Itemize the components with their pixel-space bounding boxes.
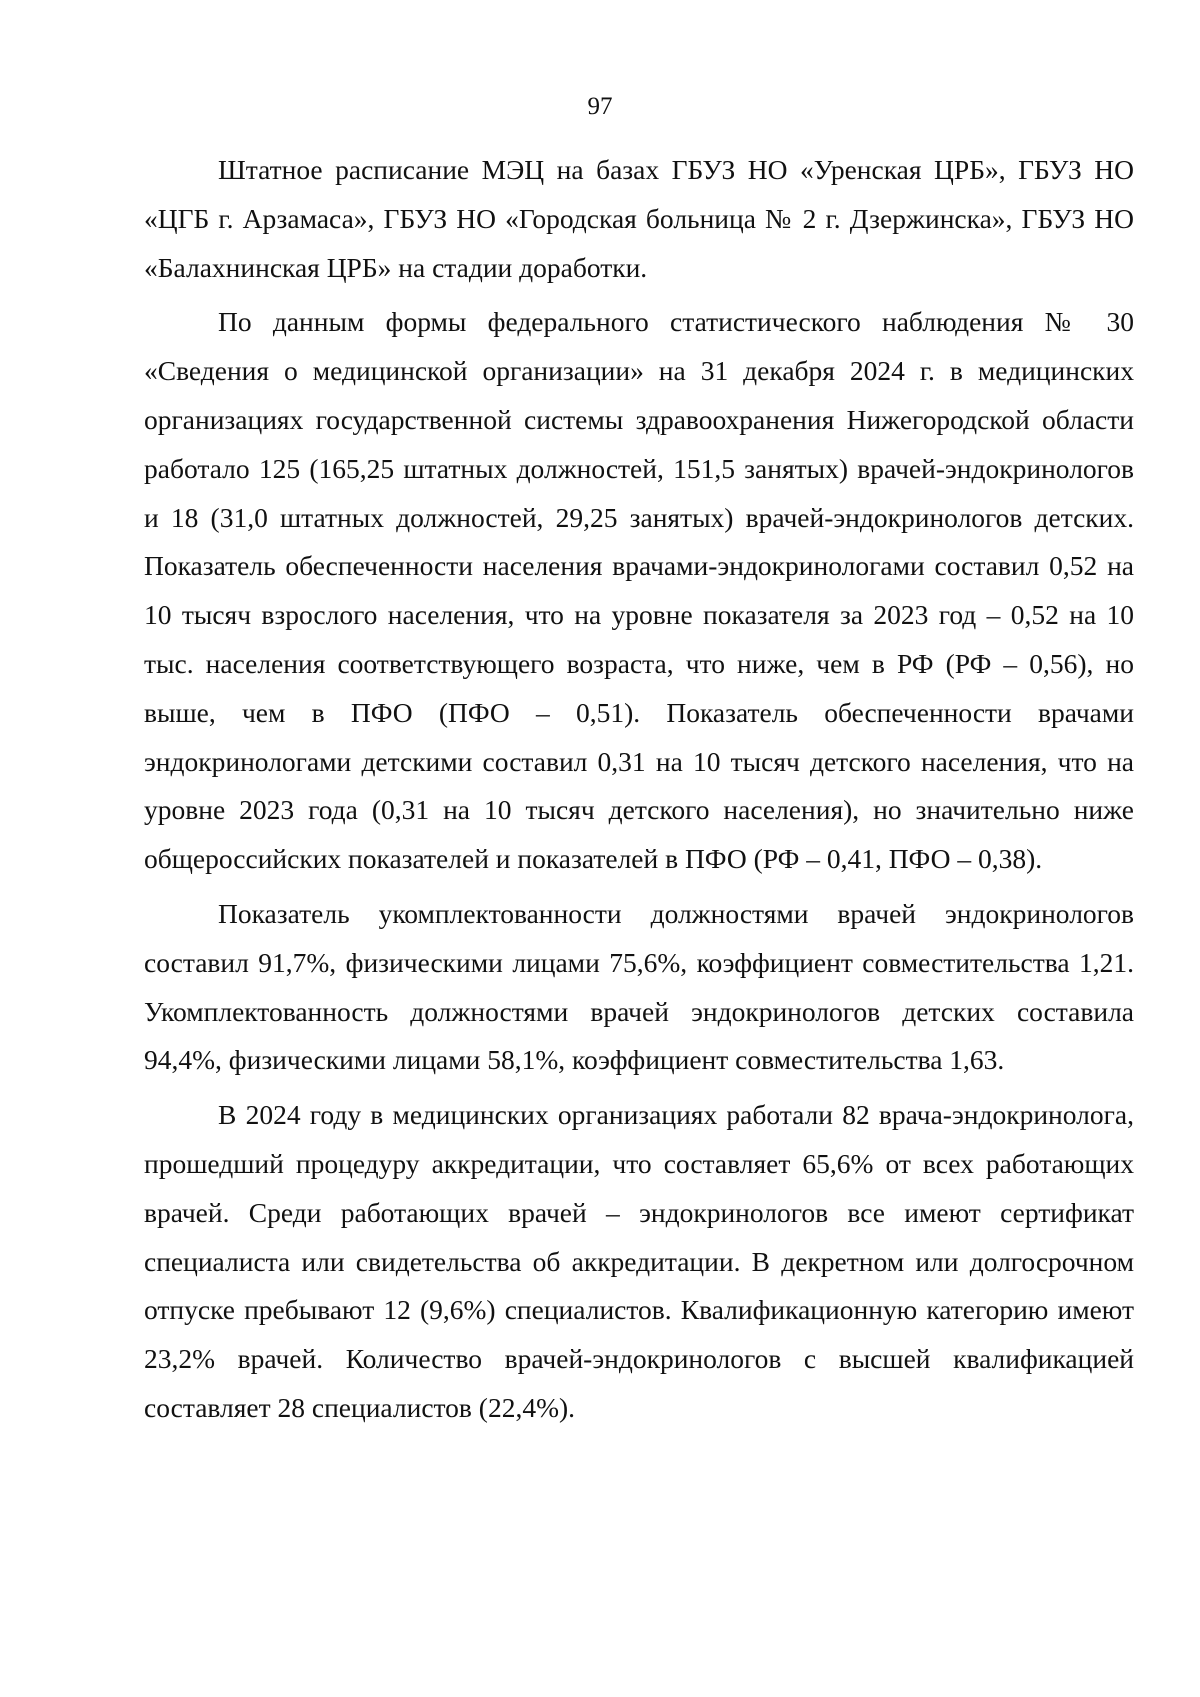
paragraph-accreditation: В 2024 году в медицинских организациях работали 82 врача-эндокринолога, прошедший процедуру аккредитации, что составляет 65,6% от всех работающих врачей. Среди работающих врачей – эндокринологов все имеют сертификат специалиста или свидетельства об аккредитации. В декретном или долгосрочном отпуске пребывают 12 (9,6%) специалистов. Квалификационную категорию имеют 23,2% врачей. Количество врачей-эндокринологов с высшей квалификацией составляет 28 специалистов (22,4%). <box>144 1099 1134 1423</box>
page-number: 97 <box>587 93 613 120</box>
paragraph-provision-statistics: По данным формы федерального статистического наблюдения № 30 «Сведения о медицинской организации» на 31 декабря 2024 г. в медицинских организациях государственной системы здравоохранения Нижегородской области работало 125 (165,25 штатных должностей, 151,5 занятых) врачей-эндокринологов и 18 (31,0 штатных должностей, 29,25 занятых) врачей-эндокринологов детских. Показатель обеспеченности населения врачами-эндокринологами составил 0,52 на 10 тысяч взрослого населения, что на уровне показателя за 2023 год – 0,52 на 10 тыс. населения соответствующего возраста, что ниже, чем в РФ (РФ – 0,56), но выше, чем в ПФО (ПФО – 0,51). Показатель обеспеченности врачами эндокринологами детскими составил 0,31 на 10 тысяч детского населения, что на уровне 2023 года (0,31 на 10 тысяч детского населения), но значительно ниже общероссийских показателей и показателей в ПФО (РФ – 0,41, ПФО – 0,38). <box>144 306 1134 875</box>
document-body <box>144 146 1134 1433</box>
paragraph-staffing-schedule: Штатное расписание МЭЦ на базах ГБУЗ НО «Уренская ЦРБ», ГБУЗ НО «ЦГБ г. Арзамаса», ГБУЗ НО «Городская больница № 2 г. Дзержинска», ГБУЗ НО «Балахнинская ЦРБ» на стадии доработки. <box>144 154 1134 283</box>
paragraph-staffing-completeness: Показатель укомплектованности должностями врачей эндокринологов составил 91,7%, физическими лицами 75,6%, коэффициент совместительства 1,21. Укомплектованность должностями врачей эндокринологов детских составила 94,4%, физическими лицами 58,1%, коэффициент совместительства 1,63. <box>144 897 1134 1076</box>
